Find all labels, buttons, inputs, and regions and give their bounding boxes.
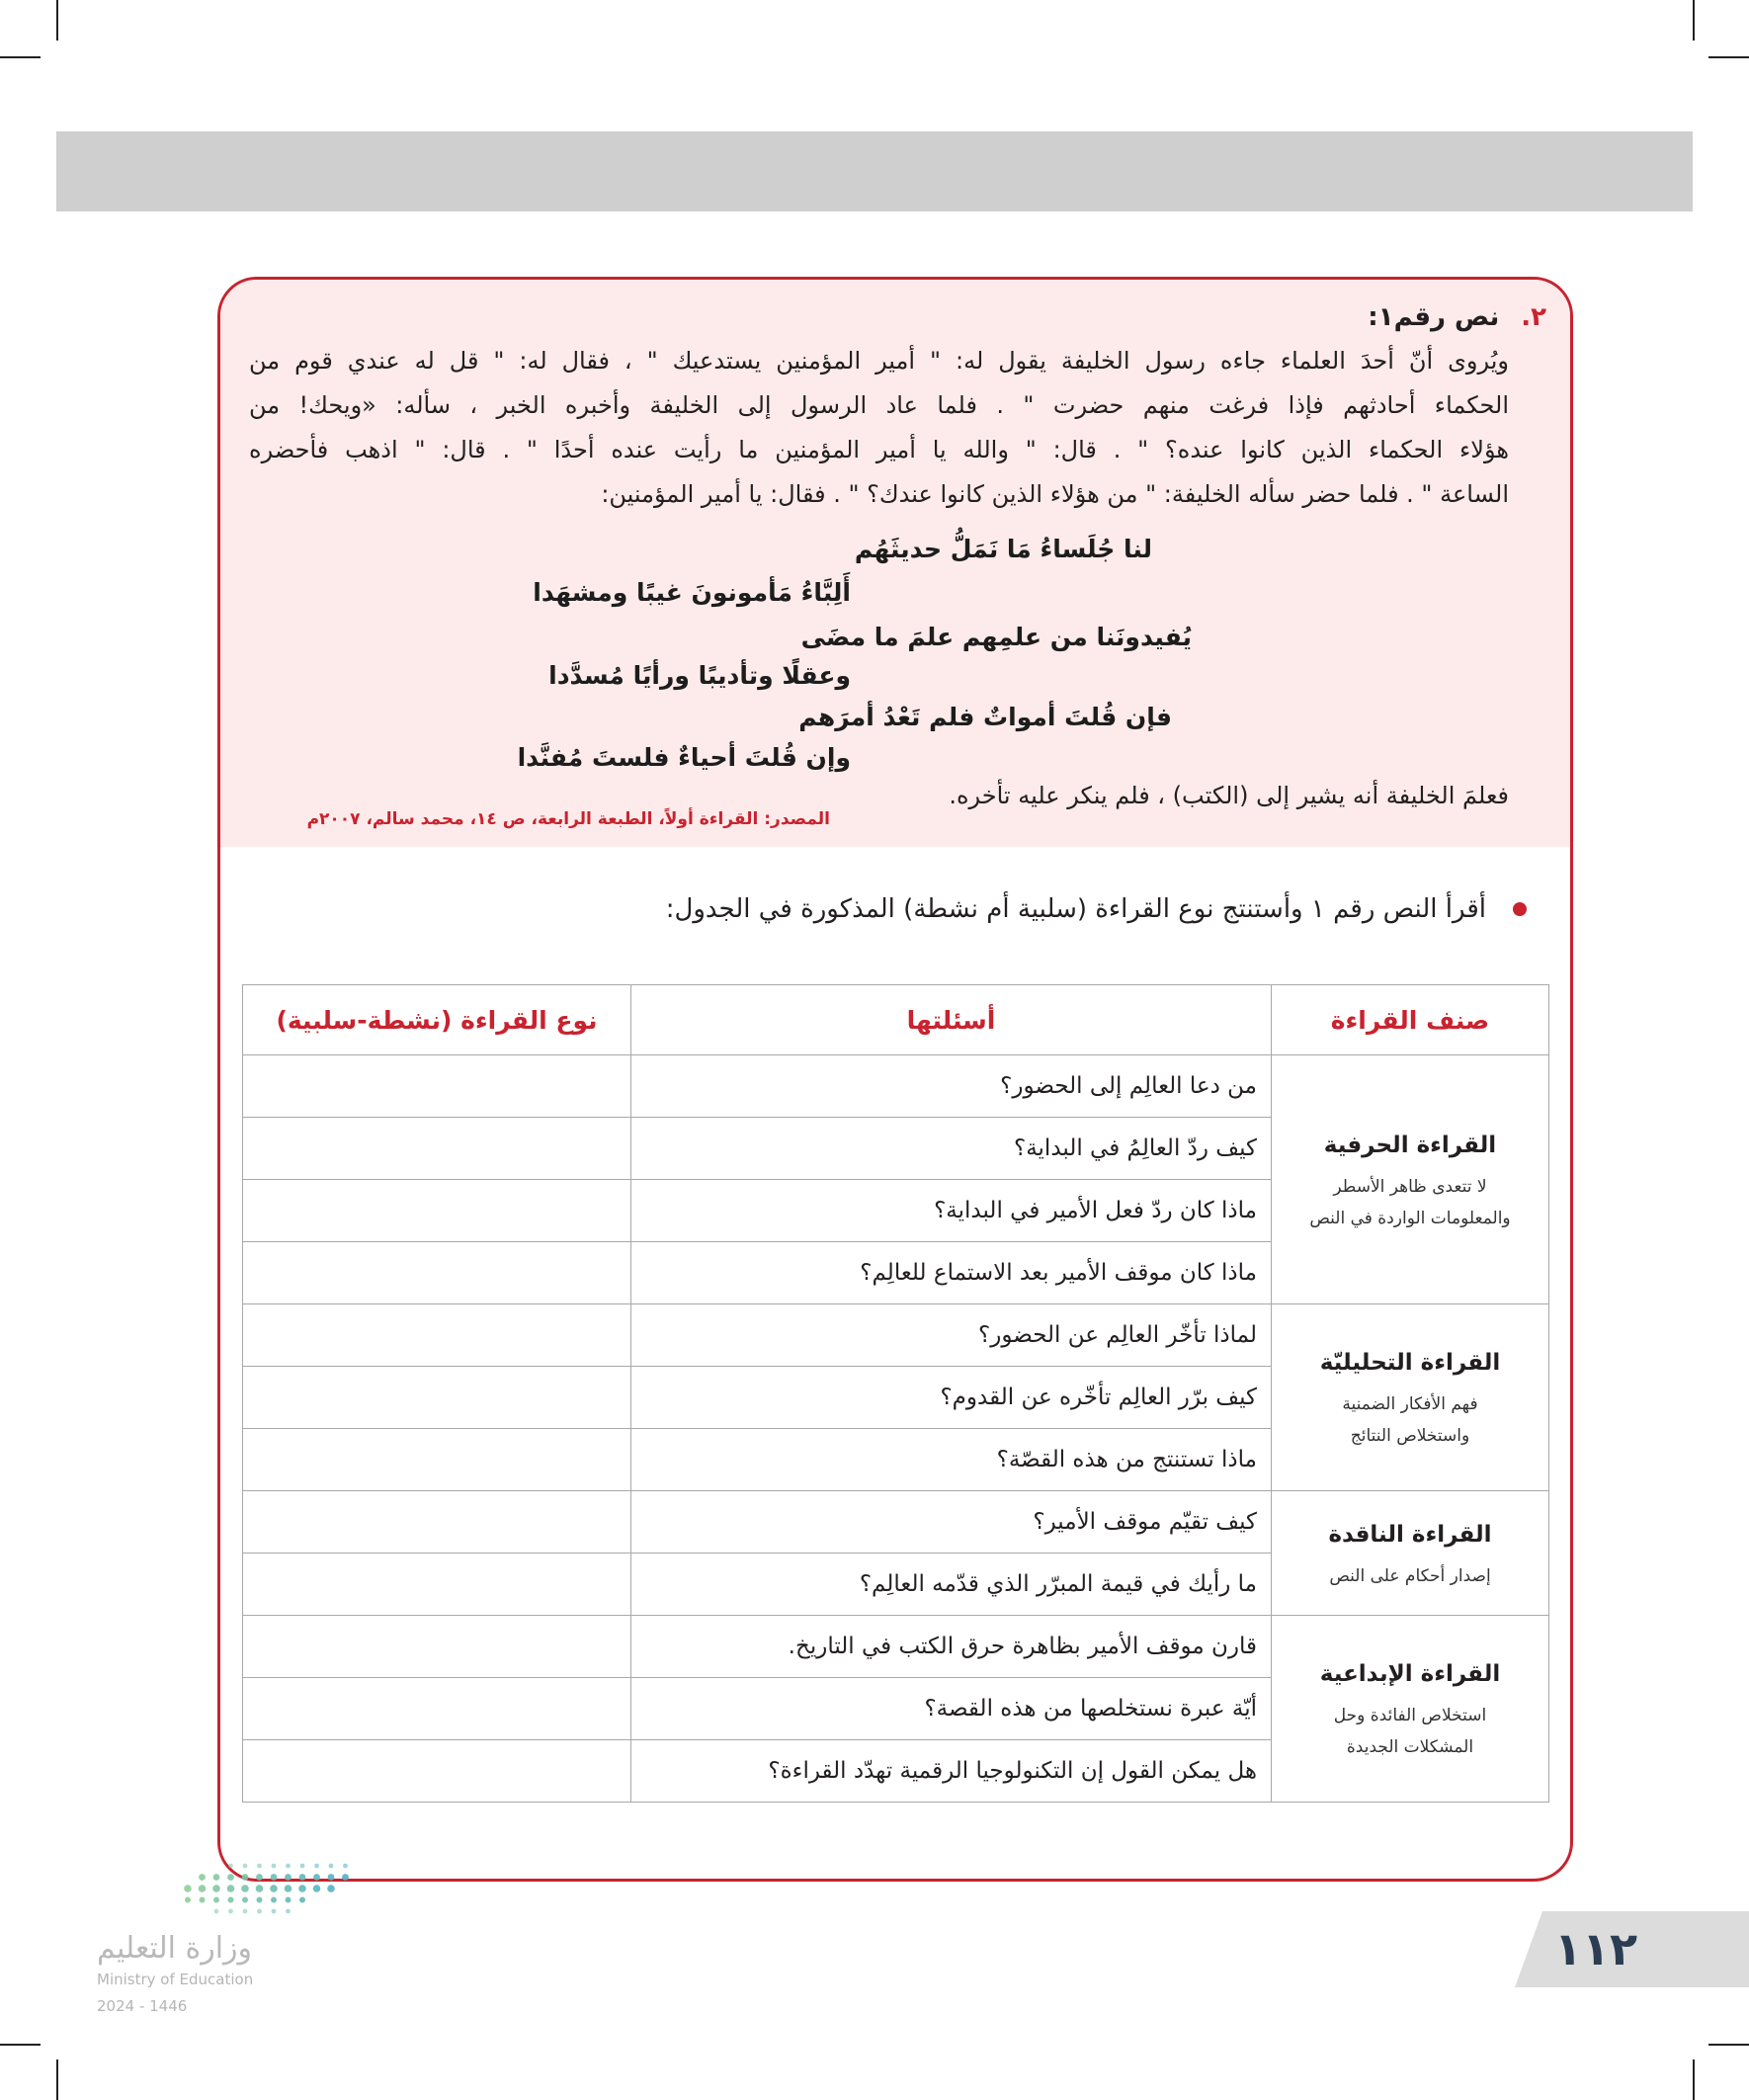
logo-dot xyxy=(342,1874,349,1881)
logo-dot xyxy=(184,1885,192,1892)
logo-dot xyxy=(199,1885,207,1892)
logo-dot xyxy=(327,1885,335,1892)
logo-dot xyxy=(241,1885,249,1892)
answer-cell xyxy=(243,1616,631,1678)
passage-paragraph xyxy=(249,339,1509,517)
answer-cell xyxy=(243,1429,631,1491)
logo-dot xyxy=(228,1897,234,1903)
category-analytical xyxy=(1272,1304,1549,1491)
logo-dot xyxy=(243,1864,248,1869)
crop-mark-top-left-horizontal xyxy=(0,56,41,58)
reading-types-table xyxy=(242,984,1549,1803)
logo-dot xyxy=(286,1909,291,1914)
question-cell: كيف تقيّم موقف الأمير؟ xyxy=(631,1491,1272,1554)
logo-dot xyxy=(313,1885,321,1892)
paragraph-line: الساعة " . فلما حضر سأله الخليفة: " من هؤلاء الذين كانوا عندك؟ " . فقال: يا أمير المؤمنين: xyxy=(601,480,1509,508)
logo-dot xyxy=(257,1909,262,1914)
crop-mark-bottom-left-vertical xyxy=(56,2059,58,2100)
answer-cell xyxy=(243,1491,631,1554)
poem-line: يُفيدونَنا من علمِهم علمَ ما مضَى xyxy=(800,623,1192,651)
ministry-logo-dots xyxy=(180,1860,353,1917)
header-category: صنف القراءة xyxy=(1272,985,1549,1055)
logo-dot xyxy=(242,1874,249,1881)
question-cell: من دعا العالِم إلى الحضور؟ xyxy=(631,1055,1272,1118)
answer-cell xyxy=(243,1242,631,1304)
table-row xyxy=(243,1304,1549,1367)
category-description xyxy=(1272,1560,1548,1592)
bullet-icon xyxy=(1513,902,1527,916)
logo-dot xyxy=(243,1909,248,1914)
logo-dot xyxy=(299,1897,305,1903)
logo-dot xyxy=(329,1864,334,1869)
question-cell: كيف ردّ العالِمُ في البداية؟ xyxy=(631,1118,1272,1180)
description-line: استخلاص الفائدة وحل xyxy=(1333,1706,1487,1725)
answer-cell xyxy=(243,1740,631,1803)
question-cell: ما رأيك في قيمة المبرّر الذي قدّمه العالِم؟ xyxy=(631,1554,1272,1616)
paragraph-line: هؤلاء الحكماء الذين كانوا عنده؟ " . قال: " والله يا أمير المؤمنين ما رأيت عنده أحدًا " . قال: " اذهب فأحضره xyxy=(249,436,1509,463)
logo-dot xyxy=(300,1864,305,1869)
crop-mark-bottom-left-horizontal xyxy=(0,2044,41,2046)
crop-mark-top-right-horizontal xyxy=(1708,56,1749,58)
table-row xyxy=(243,1491,1549,1554)
answer-cell xyxy=(243,1554,631,1616)
poem-line: فإن قُلتَ أمواتٌ فلم تَعْدُ أمرَهم xyxy=(798,703,1172,731)
question-cell: قارن موقف الأمير بظاهرة حرق الكتب في التاريخ. xyxy=(631,1616,1272,1678)
crop-mark-bottom-right-horizontal xyxy=(1708,2044,1749,2046)
header-questions: أسئلتها xyxy=(631,985,1272,1055)
description-line: والمعلومات الواردة في النص xyxy=(1309,1208,1511,1228)
description-line: لا تتعدى ظاهر الأسطر xyxy=(1333,1176,1487,1197)
description-line: المشكلات الجديدة xyxy=(1346,1737,1474,1757)
answer-cell xyxy=(243,1367,631,1429)
description-line: واستخلاص النتائج xyxy=(1350,1426,1470,1446)
logo-dot xyxy=(214,1909,219,1914)
logo-dot xyxy=(213,1897,219,1903)
logo-dot xyxy=(272,1909,277,1914)
question-cell: ماذا كان ردّ فعل الأمير في البداية؟ xyxy=(631,1180,1272,1242)
logo-dot xyxy=(199,1874,206,1881)
answer-cell xyxy=(243,1118,631,1180)
table-header-row xyxy=(243,985,1549,1055)
answer-cell xyxy=(243,1678,631,1740)
logo-dot xyxy=(213,1874,220,1881)
description-line: فهم الأفكار الضمنية xyxy=(1342,1394,1478,1414)
crop-mark-top-right-vertical xyxy=(1693,0,1695,41)
header-reading-type: نوع القراءة (نشطة-سلبية) xyxy=(243,985,631,1055)
crop-mark-top-left-vertical xyxy=(56,0,58,41)
paragraph-line: ويُروى أنّ أحدَ العلماء جاءه رسول الخليفة يقول له: " أمير المؤمنين يستدعيك " ، فقال له: " قل له عندي قوم من xyxy=(249,347,1509,375)
question-cell: هل يمكن القول إن التكنولوجيا الرقمية تهدّد القراءة؟ xyxy=(631,1740,1272,1803)
logo-dot xyxy=(286,1864,291,1869)
category-creative xyxy=(1272,1616,1549,1803)
category-description xyxy=(1272,1171,1548,1234)
answer-cell xyxy=(243,1055,631,1118)
question-cell: أيّة عبرة نستخلصها من هذه القصة؟ xyxy=(631,1678,1272,1740)
logo-dot xyxy=(270,1885,278,1892)
header-band xyxy=(56,131,1693,211)
exercise-instruction: أقرأ النص رقم ١ وأستنتج نوع القراءة (سلبية أم نشطة) المذكورة في الجدول: xyxy=(665,894,1486,924)
ministry-name-arabic: وزارة التعليم xyxy=(97,1931,253,1966)
logo-dot xyxy=(285,1874,292,1881)
paragraph-line: الحكماء أحادثهم فإذا فرغت منهم حضرت " . فلما عاد الرسول إلى الخليفة وأخبره الخبر ، سأله: «ويحك! من xyxy=(249,391,1509,419)
table-row xyxy=(243,1616,1549,1678)
logo-dot xyxy=(272,1864,277,1869)
crop-mark-bottom-right-vertical xyxy=(1693,2059,1695,2100)
logo-dot xyxy=(185,1897,191,1903)
answer-cell xyxy=(243,1304,631,1367)
category-title: القراءة الناقدة xyxy=(1328,1521,1492,1548)
logo-dot xyxy=(257,1897,263,1903)
logo-dot xyxy=(299,1874,306,1881)
logo-dot xyxy=(298,1885,306,1892)
logo-dot xyxy=(242,1897,248,1903)
logo-dot xyxy=(328,1874,335,1881)
logo-dot xyxy=(286,1897,292,1903)
description-line: إصدار أحكام على النص xyxy=(1329,1565,1491,1586)
table-row xyxy=(243,1055,1549,1118)
logo-dot xyxy=(228,1864,233,1869)
category-critical xyxy=(1272,1491,1549,1616)
logo-dot xyxy=(285,1885,292,1892)
poem-line: أَلِبَّاءُ مَأمونونَ غيبًا ومشهَدا xyxy=(533,578,851,607)
category-description xyxy=(1272,1388,1548,1452)
logo-dot xyxy=(200,1897,206,1903)
logo-dot xyxy=(256,1885,264,1892)
question-cell: لماذا تأخّر العالِم عن الحضور؟ xyxy=(631,1304,1272,1367)
passage-heading xyxy=(1368,297,1546,337)
category-title: القراءة الإبداعية xyxy=(1319,1661,1501,1687)
passage-number: ٢. xyxy=(1521,302,1546,332)
poem-line: وعقلًا وتأديبًا ورأيًا مُسدَّدا xyxy=(548,661,851,690)
ministry-name-english: Ministry of Education xyxy=(97,1971,254,1988)
logo-dot xyxy=(271,1874,278,1881)
edition-year: 2024 - 1446 xyxy=(97,1997,188,2015)
logo-dot xyxy=(343,1864,348,1869)
page-number: ١١٢ xyxy=(1553,1922,1638,1975)
logo-dot xyxy=(257,1864,262,1869)
logo-dot xyxy=(256,1874,263,1881)
passage-conclusion: فعلمَ الخليفة أنه يشير إلى (الكتب) ، فلم ينكر عليه تأخره. xyxy=(949,782,1509,809)
logo-dot xyxy=(227,1874,234,1881)
category-description xyxy=(1272,1700,1548,1763)
category-literal xyxy=(1272,1055,1549,1304)
logo-dot xyxy=(227,1885,235,1892)
question-cell: ماذا كان موقف الأمير بعد الاستماع للعالِم؟ xyxy=(631,1242,1272,1304)
logo-dot xyxy=(271,1897,277,1903)
logo-dot xyxy=(212,1885,220,1892)
poem-line: وإن قُلتَ أحياءٌ فلستَ مُفنَّدا xyxy=(517,743,851,772)
logo-dot xyxy=(228,1909,233,1914)
question-cell: كيف برّر العالِم تأخّره عن القدوم؟ xyxy=(631,1367,1272,1429)
poem-line: لنا جُلَساءُ مَا نَمَلُّ حديثَهُم xyxy=(854,535,1152,563)
logo-dot xyxy=(313,1874,320,1881)
category-title: القراءة التحليليّة xyxy=(1319,1350,1501,1376)
passage-source: المصدر: القراءة أولاً، الطبعة الرابعة، ص ١٤، محمد سالم، ٢٠٠٧م xyxy=(306,809,830,829)
question-cell: ماذا تستنتج من هذه القصّة؟ xyxy=(631,1429,1272,1491)
category-title: القراءة الحرفية xyxy=(1323,1132,1497,1158)
answer-cell xyxy=(243,1180,631,1242)
logo-dot xyxy=(314,1864,319,1869)
passage-title: نص رقم١: xyxy=(1368,302,1500,332)
